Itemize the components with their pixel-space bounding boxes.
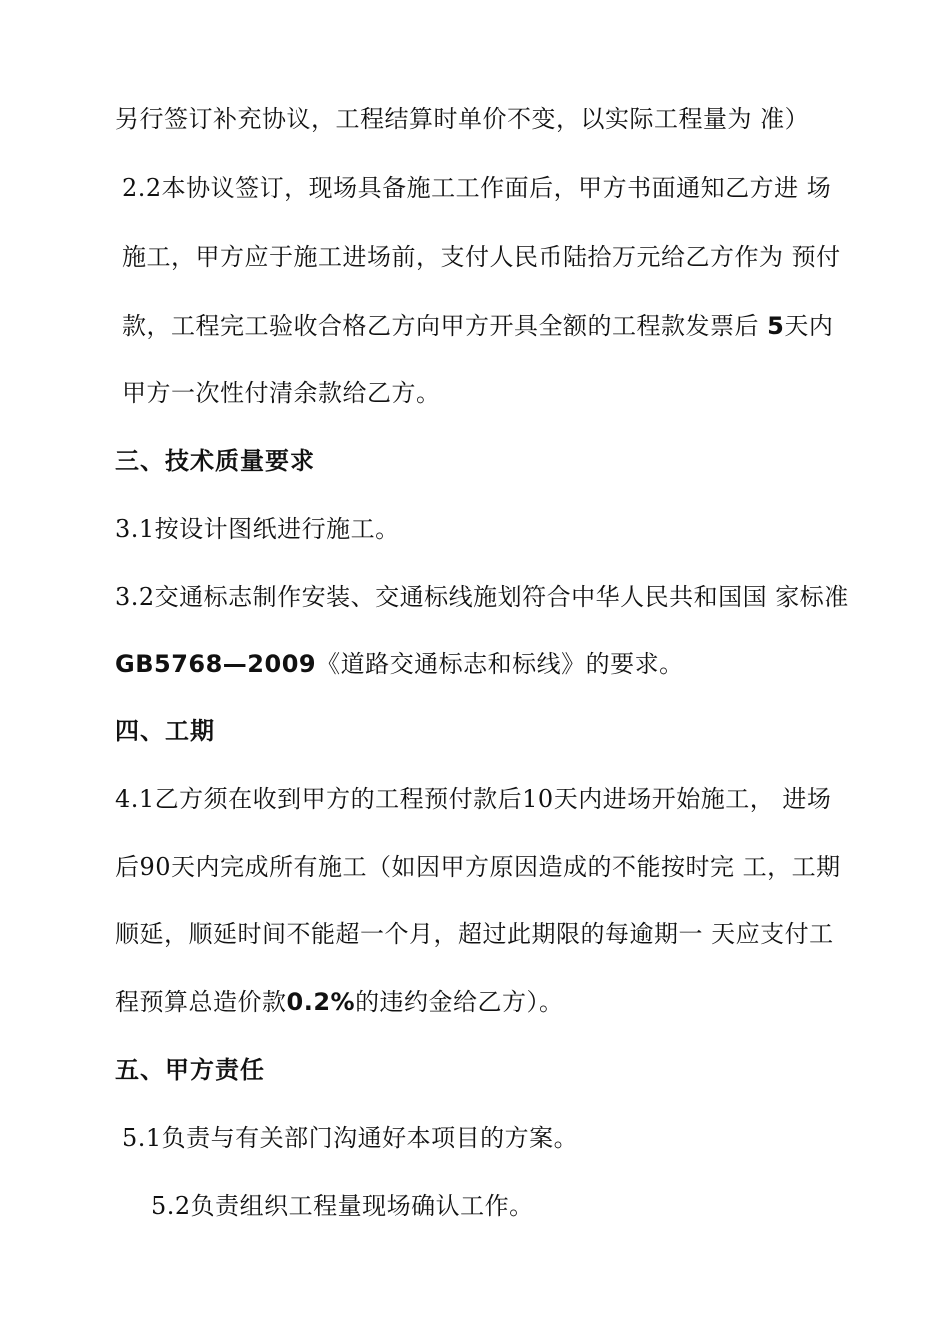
paragraph-line <box>122 311 833 341</box>
paragraph-line: 5.2负责组织工程量现场确认工作。 <box>151 1192 534 1220</box>
paragraph-line: 施工，甲方应于施工进场前，支付人民币陆拾万元给乙方作为 预付 <box>122 243 841 271</box>
line-text: 程预算总造价款 <box>115 988 287 1016</box>
line-text: 的违约金给乙方）。 <box>355 988 564 1016</box>
paragraph-line: 4.1乙方须在收到甲方的工程预付款后10天内进场开始施工， 进场 <box>115 785 832 813</box>
line-number: 5 <box>767 312 785 340</box>
section-heading: 五、甲方责任 <box>115 1056 265 1084</box>
paragraph-line <box>115 987 564 1017</box>
paragraph-line: 2.2本协议签订，现场具备施工工作面后，甲方书面通知乙方进 场 <box>122 174 832 202</box>
paragraph-line: 后90天内完成所有施工（如因甲方原因造成的不能按时完 工，工期 <box>115 853 841 881</box>
paragraph-line: 甲方一次性付清余款给乙方。 <box>122 379 441 407</box>
standard-code: GB5768—2009 <box>115 650 317 678</box>
paragraph-line: 另行签订补充协议，工程结算时单价不变，以实际工程量为 准） <box>115 105 810 133</box>
paragraph-line: 顺延，顺延时间不能超一个月，超过此期限的每逾期一 天应支付工 <box>115 920 834 948</box>
paragraph-line: 3.2交通标志制作安装、交通标线施划符合中华人民共和国国 家标准 <box>115 583 849 611</box>
paragraph-line: 3.1按设计图纸进行施工。 <box>115 515 400 543</box>
line-text: 《道路交通标志和标线》的要求。 <box>316 650 684 678</box>
section-heading: 四、工期 <box>115 717 215 745</box>
line-text: 款，工程完工验收合格乙方向甲方开具全额的工程款发票后 <box>122 312 768 340</box>
paragraph-line: 5.1负责与有关部门沟通好本项目的方案。 <box>122 1124 579 1152</box>
line-percent: 0.2% <box>286 988 356 1016</box>
line-text: 天内 <box>784 312 834 340</box>
paragraph-line <box>115 649 684 679</box>
section-heading: 三、技术质量要求 <box>115 447 315 475</box>
